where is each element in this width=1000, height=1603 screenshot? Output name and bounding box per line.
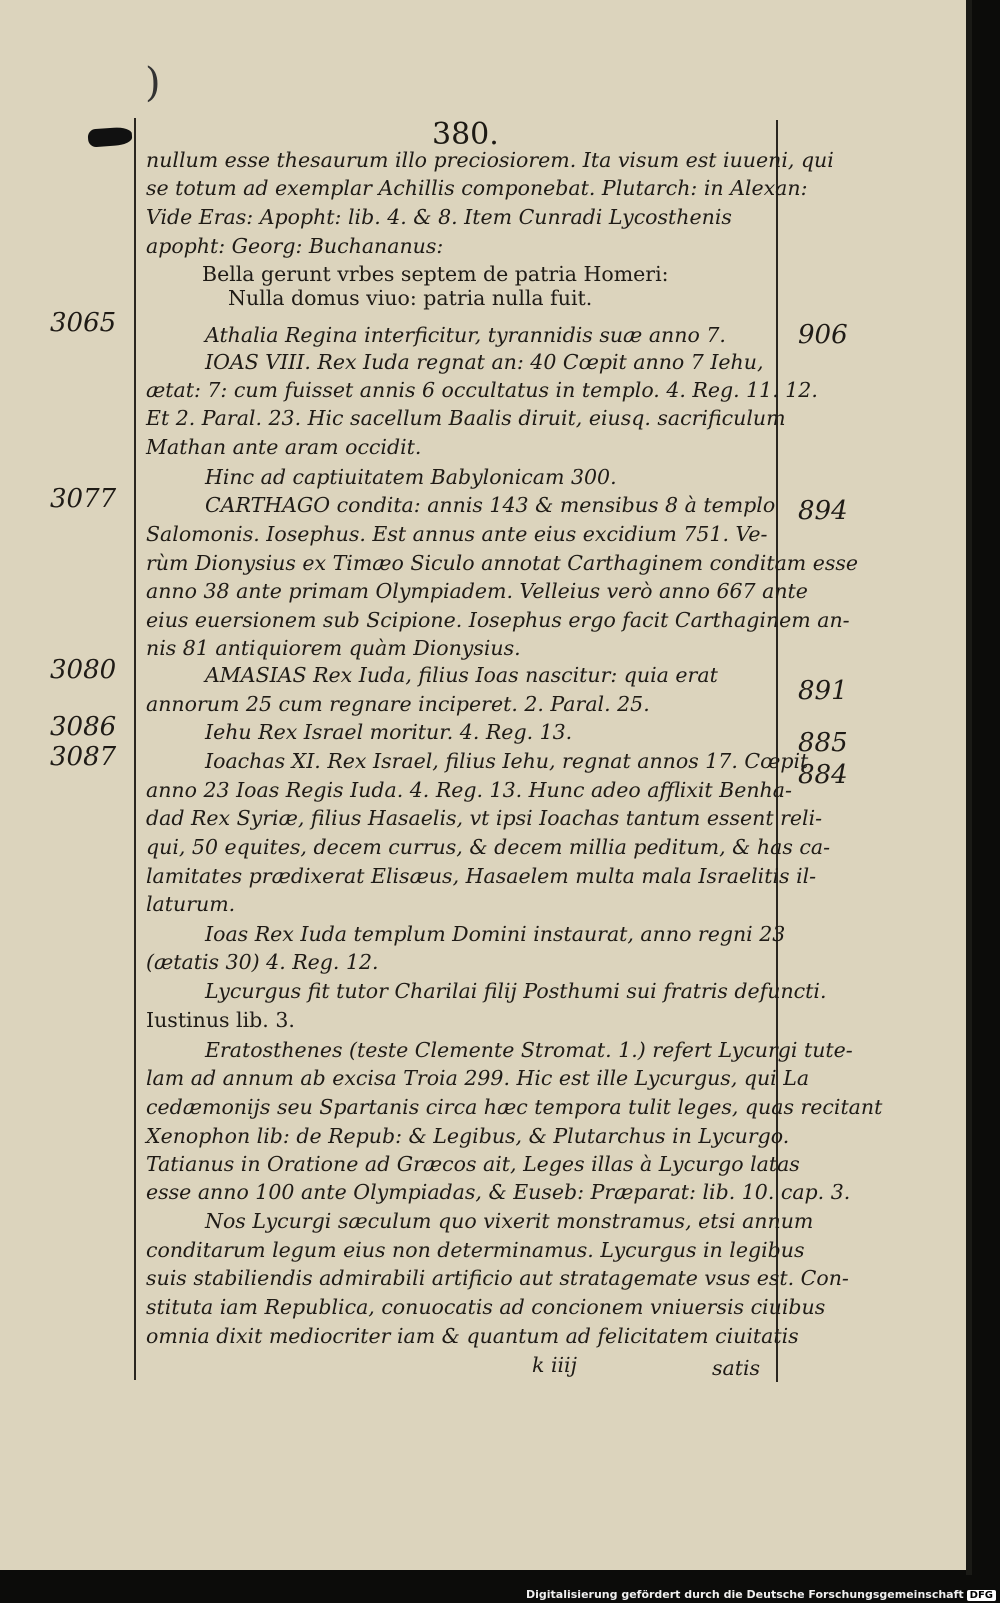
text-line: eius euersionem sub Scipione. Iosephus ergo facit Carthaginem an- — [146, 608, 850, 632]
text-line: omnia dixit mediocriter iam & quantum ad felicitatem ciuitatis — [146, 1324, 799, 1348]
text-line: Ioachas XI. Rex Israel, filius Iehu, regnat annos 17. Cœpit — [205, 749, 809, 773]
dfg-logo: DFG — [967, 1590, 996, 1601]
text-line: Lycurgus fit tutor Charilai filij Posthumi sui fratris defuncti. — [205, 979, 827, 1003]
text-line: laturum. — [146, 892, 236, 916]
text-line: anno 38 ante primam Olympiadem. Velleius verò anno 667 ante — [146, 579, 808, 603]
text-line: Eratosthenes (teste Clemente Stromat. 1.) refert Lycurgi tute- — [205, 1038, 853, 1062]
text-line: cedæmonijs seu Spartanis circa hæc tempora tulit leges, quas recitant — [146, 1095, 883, 1119]
text-line: suis stabiliendis admirabili artificio aut stratagemate vsus est. Con- — [146, 1266, 849, 1290]
year-right-label: 894 — [798, 496, 848, 526]
text-line: Iehu Rex Israel moritur. 4. Reg. 13. — [205, 720, 573, 744]
text-line: annorum 25 cum regnare inciperet. 2. Paral. 25. — [146, 692, 650, 716]
text-line: IOAS VIII. Rex Iuda regnat an: 40 Cœpit anno 7 Iehu, — [205, 350, 764, 374]
text-line: CARTHAGO condita: annis 143 & mensibus 8 à templo — [205, 493, 776, 517]
text-line: rùm Dionysius ex Timæo Siculo annotat Carthaginem conditam esse — [146, 551, 859, 575]
text-line: Xenophon lib: de Repub: & Legibus, & Plutarchus in Lycurgo. — [146, 1124, 790, 1148]
text-line: Nulla domus viuo: patria nulla fuit. — [228, 286, 593, 310]
text-line: Tatianus in Oratione ad Græcos ait, Leges illas à Lycurgo latas — [146, 1152, 800, 1176]
text-line: stituta iam Republica, conuocatis ad concionem vniuersis ciuibus — [146, 1295, 826, 1319]
year-left-label: 3087 — [50, 742, 117, 772]
year-right-label: 885 — [798, 728, 848, 758]
text-line: Et 2. Paral. 23. Hic sacellum Baalis diruit, eiusq. sacrificulum — [146, 406, 786, 430]
text-line: Vide Eras: Apopht: lib. 4. & 8. Item Cunradi Lycosthenis — [146, 205, 732, 229]
text-line: Athalia Regina interficitur, tyrannidis suæ anno 7. — [205, 323, 726, 347]
text-line: anno 23 Ioas Regis Iuda. 4. Reg. 13. Hunc adeo afflixit Benha- — [146, 778, 792, 802]
text-line: (ætatis 30) 4. Reg. 12. — [146, 950, 379, 974]
text-line: AMASIAS Rex Iuda, filius Ioas nascitur: quia erat — [205, 663, 718, 687]
text-line: nis 81 antiquiorem quàm Dionysius. — [146, 636, 521, 660]
year-left-label: 3086 — [50, 712, 117, 742]
ink-blot — [87, 126, 132, 147]
year-left-label: 3080 — [50, 655, 117, 685]
text-line: Bella gerunt vrbes septem de patria Homeri: — [202, 262, 669, 286]
text-line: ætat: 7: cum fuisset annis 6 occultatus in templo. 4. Reg. 11. 12. — [146, 378, 818, 402]
text-line: nullum esse thesaurum illo preciosiorem. Ita visum est iuueni, qui — [146, 148, 834, 172]
year-right-label: 891 — [798, 676, 848, 706]
text-line: Nos Lycurgi sæculum quo vixerit monstramus, etsi annum — [205, 1209, 814, 1233]
page-edge — [966, 0, 972, 1575]
text-line: se totum ad exemplar Achillis componebat. Plutarch: in Alexan: — [146, 176, 808, 200]
catchword: satis — [712, 1356, 761, 1380]
ink-hook-mark: ) — [145, 60, 161, 106]
text-line: Salomonis. Iosephus. Est annus ante eius excidium 751. Ve- — [146, 522, 768, 546]
text-line: dad Rex Syriæ, filius Hasaelis, vt ipsi Ioachas tantum essent reli- — [146, 806, 823, 830]
text-line: Hinc ad captiuitatem Babylonicam 300. — [205, 465, 617, 489]
text-line: conditarum legum eius non determinamus. Lycurgus in legibus — [146, 1238, 805, 1262]
page-number: 380. — [432, 117, 499, 152]
footer-credit-text: Digitalisierung gefördert durch die Deutsche Forschungsgemeinschaft — [525, 1588, 964, 1601]
text-line: qui, 50 equites, decem currus, & decem millia peditum, & has ca- — [146, 835, 831, 859]
year-right-label: 884 — [798, 760, 848, 790]
left-rule — [134, 118, 136, 1380]
text-line: apopht: Georg: Buchananus: — [146, 234, 444, 258]
year-right-label: 906 — [798, 320, 848, 350]
text-line: Mathan ante aram occidit. — [146, 435, 422, 459]
text-line: Ioas Rex Iuda templum Domini instaurat, anno regni 23 — [205, 922, 786, 946]
text-line: Iustinus lib. 3. — [146, 1008, 295, 1032]
year-left-label: 3077 — [50, 484, 117, 514]
footer-credit — [526, 1588, 996, 1601]
text-line: esse anno 100 ante Olympiadas, & Euseb: Præparat: lib. 10. cap. 3. — [146, 1180, 851, 1204]
year-left-label: 3065 — [50, 308, 117, 338]
text-line: lamitates prædixerat Elisæus, Hasaelem multa mala Israelitis il- — [146, 864, 817, 888]
signature-mark: k iiij — [532, 1353, 577, 1377]
text-line: lam ad annum ab excisa Troia 299. Hic est ille Lycurgus, qui La — [146, 1066, 810, 1090]
